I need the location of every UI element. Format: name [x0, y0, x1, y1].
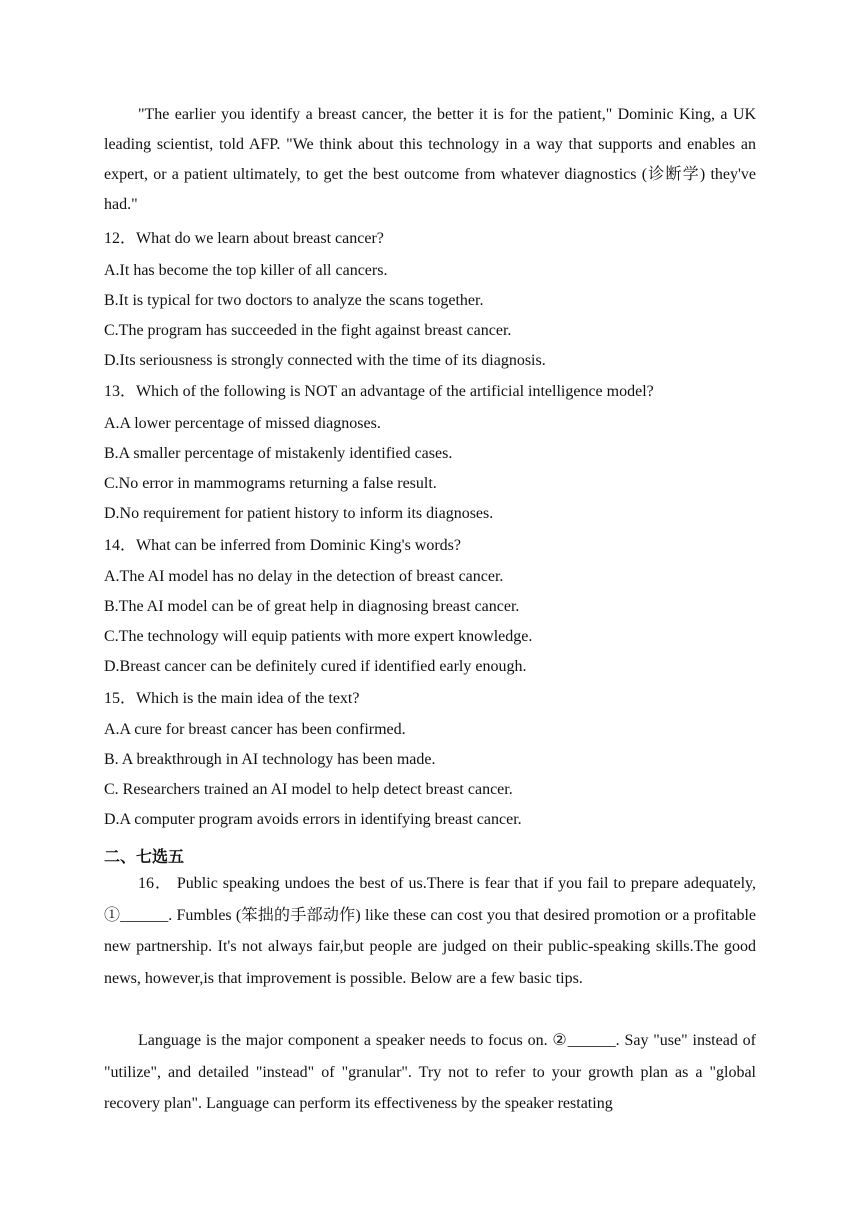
question-12-option-a: A.It has become the top killer of all cancers.: [104, 262, 388, 279]
question-12-option-c: C.The program has succeeded in the fight against breast cancer.: [104, 322, 512, 339]
question-14-option-c: C.The technology will equip patients with more expert knowledge.: [104, 628, 533, 645]
section-heading: 二、七选五: [104, 847, 185, 866]
question-13-option-c: C.No error in mammograms returning a false result.: [104, 475, 437, 492]
question-14-option-a: A.The AI model has no delay in the detection of breast cancer.: [104, 568, 504, 585]
question-15-stem: 15．Which is the main idea of the text?: [104, 690, 360, 707]
question-13-option-a: A.A lower percentage of missed diagnoses.: [104, 415, 381, 432]
question-14-stem: 14．What can be inferred from Dominic King's words?: [104, 537, 462, 554]
question-13-stem: 13．Which of the following is NOT an advantage of the artificial intelligence model?: [104, 383, 654, 400]
passage-closing-paragraph: "The earlier you identify a breast cancer, the better it is for the patient," Dominic King, a UK leading scientist, told AFP. "We think about this technology in a way that supports and enables an expert, or a patient ultimately, to get the best outcome from whatever diagnostics (诊断学) they've had.": [104, 106, 756, 213]
question-15-option-d: D.A computer program avoids errors in identifying breast cancer.: [104, 811, 522, 828]
question-12-option-d: D.Its seriousness is strongly connected with the time of its diagnosis.: [104, 352, 546, 369]
section2-paragraph-1: 16． Public speaking undoes the best of us.There is fear that if you fail to prepare adequately, ①______. Fumbles (笨拙的手部动作) like these can cost you that desired promotion or a profitable new partnership. It's not always fair,but people are judged on their public-speaking skills.The good news, however,is that improvement is possible. Below are a few basic tips.: [104, 875, 756, 987]
question-14-option-b: B.The AI model can be of great help in diagnosing breast cancer.: [104, 598, 520, 615]
question-12-stem: 12．What do we learn about breast cancer?: [104, 230, 384, 247]
question-15-option-a: A.A cure for breast cancer has been confirmed.: [104, 721, 406, 738]
question-14-option-d: D.Breast cancer can be definitely cured if identified early enough.: [104, 658, 527, 675]
question-13-option-b: B.A smaller percentage of mistakenly identified cases.: [104, 445, 453, 462]
question-13-option-d: D.No requirement for patient history to inform its diagnoses.: [104, 505, 494, 522]
question-12-option-b: B.It is typical for two doctors to analyze the scans together.: [104, 292, 484, 309]
question-15-option-c: C. Researchers trained an AI model to help detect breast cancer.: [104, 781, 513, 798]
question-15-option-b: B. A breakthrough in AI technology has been made.: [104, 751, 436, 768]
section2-paragraph-2: Language is the major component a speaker needs to focus on. ②______. Say "use" instead of "utilize", and detailed "instead" of "granular". Try not to refer to your growth plan as a "global recovery plan". Language can perform its effectiveness by the speaker restating: [104, 1032, 756, 1112]
